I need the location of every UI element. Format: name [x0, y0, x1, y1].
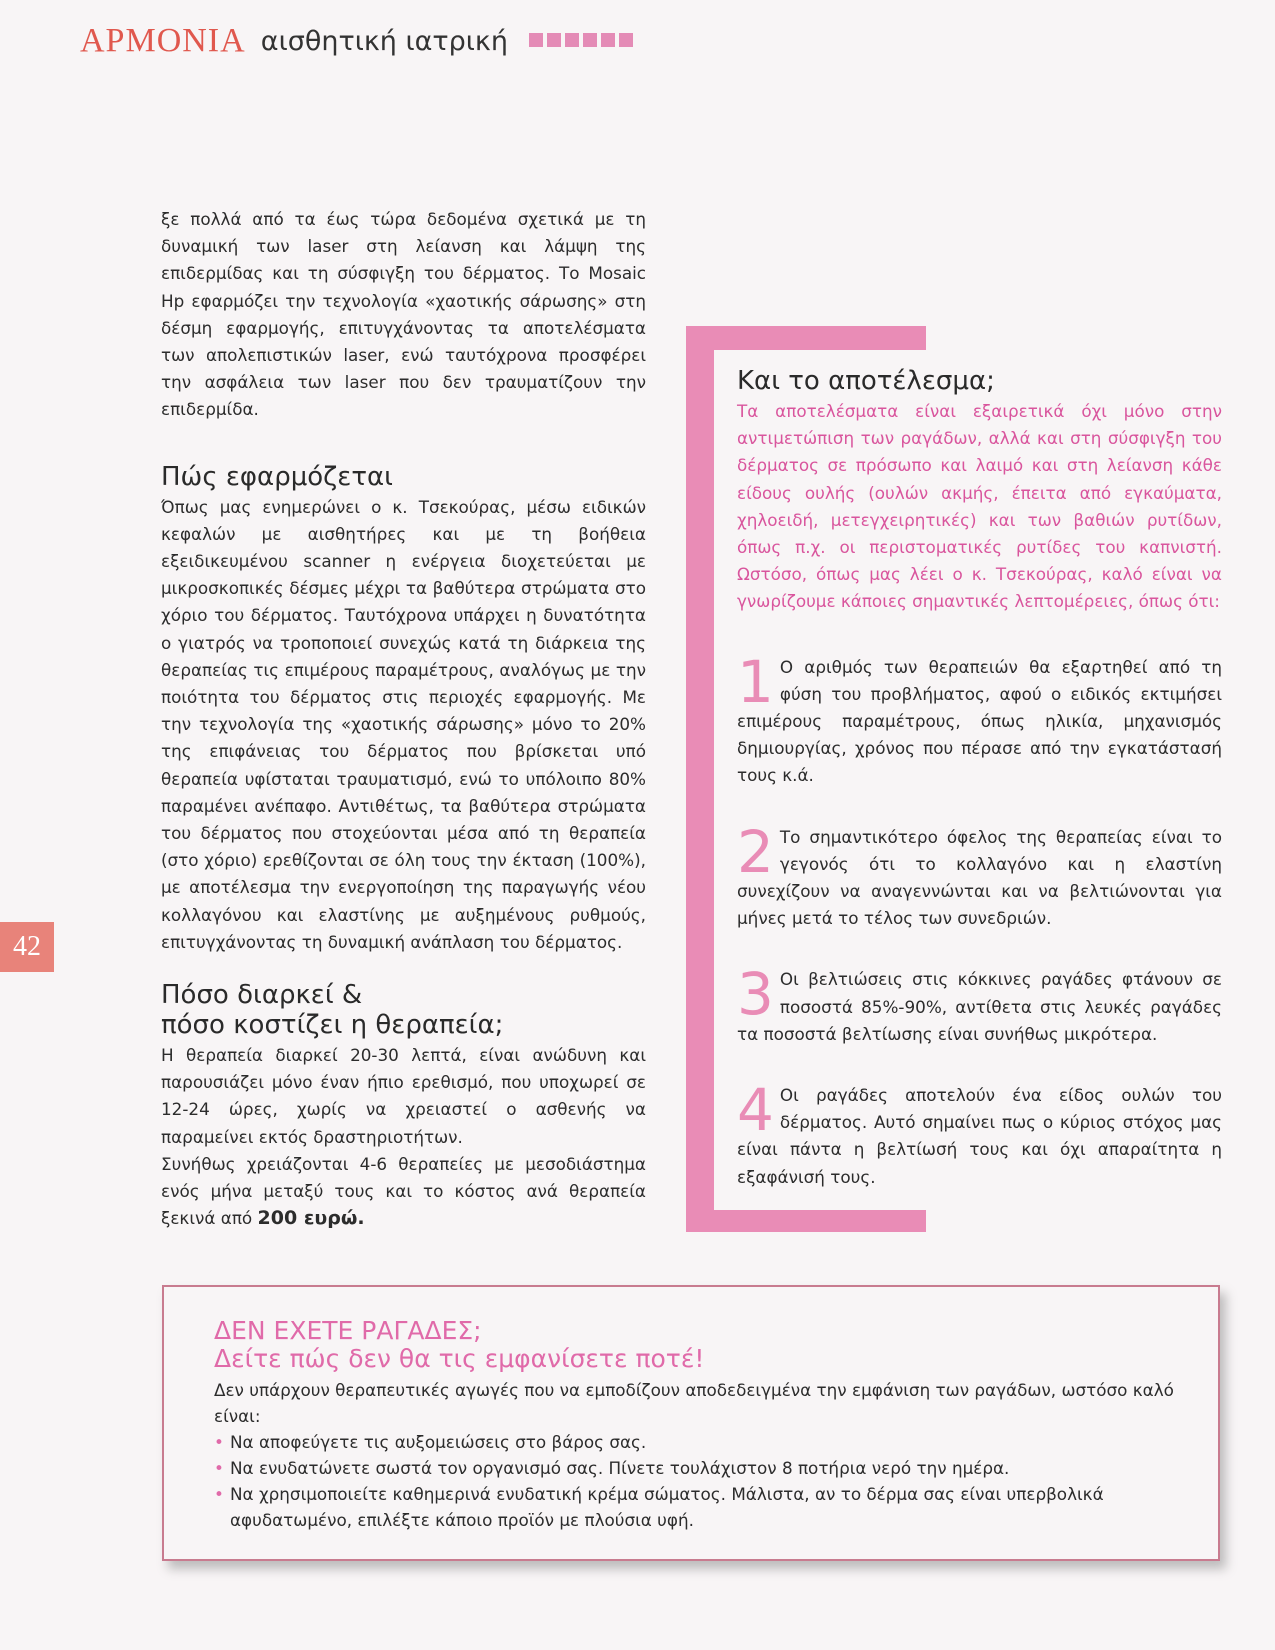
how-paragraph: Όπως μας ενημερώνει ο κ. Τσεκούρας, μέσω ειδικών κεφαλών με αισθητήρες και με τη βοήθεια εξειδικευμένου scanner η ενέργεια διοχετεύεται με μικροσκοπικές δέσμες μέχρι τα βαθύτερα στρώματα στο χόριο του δέρματος. Ταυτόχρονα υπάρχει η δυνατότητα ο γιατρός να τροποποιεί συνεχώς κατά τη διάρκεια της θεραπείας τις επιμέρους παραμέτρους, αναλόγως με την ποιότητα του δέρματος στις περιοχές εφαρμογής. Με την τεχνολογία της «χαοτικής σάρωσης» μόνο το 20% της επιφάνειας του δέρματος που βρίσκεται υπό θεραπεία υφίσταται τραυματισμό, ενώ το υπόλοιπο 80% παραμένει ανέπαφο. Αντιθέτως, τα βαθύτερα στρώματα του δέρματος που στοχεύονται μέσα από τη θεραπεία (στο χόριο) ερεθίζονται σε όλη τους την έκταση (100%), με αποτέλεσμα την ενεργοποίηση της παραγωγής νέου κολλαγόνου και ελαστίνης με αυξημένους ρυθμούς, επιτυγχάνοντας τη δυναμική ανάπλαση του δέρματος. — [161, 496, 646, 952]
magazine-brand: ΑΡΜΟΝΙΑ — [80, 22, 246, 59]
how-heading: Πώς εφαρμόζεται — [161, 461, 393, 492]
bullet-icon: • — [214, 1458, 224, 1478]
cost-paragraph-2 — [161, 1151, 646, 1233]
item-number: 1 — [737, 647, 774, 716]
item-number: 4 — [737, 1076, 774, 1145]
result-lead: Τα αποτελέσματα είναι εξαιρετικά όχι μόνο στην αντιμετώπιση των ραγάδων, αλλά και στη σύσφιγξη του δέρματος σε πρόσωπο και λαιμό και στη λείανση κάθε είδους ουλής (ουλών ακμής, έπειτα από εγκαύματα, χηλοειδή, μετεγχειρητικές) και των βαθιών ρυτίδων, όπως π.χ. οι περιστοματικές ρυτίδες του καπνιστή. Ωστόσο, όπως μας λέει ο κ. Τσεκούρας, καλό είναι να γνωρίζουμε κάποιες σημαντικές λεπτομέρειες, όπως ότι: — [737, 401, 1222, 612]
bracket-top-bar — [686, 326, 926, 350]
intro-paragraph: ξε πολλά από τα έως τώρα δεδομένα σχετικά με τη δυναμική των laser στη λείανση και λάμψη της επιδερμίδας και τη σύσφιγξη του δέρματος. Το Mosaic Hp εφαρμόζει την τεχνολογία «χαοτικής σάρωσης» στη δέσμη εφαρμογής, επιτυγχάνοντας τα αποτελέσματα των απολεπιστικών laser, ενώ ταυτόχρονα προσφέρει την ασφάλεια των laser που δεν τραυματίζουν την επιδερμίδα. — [161, 209, 646, 420]
bullet-icon: • — [214, 1484, 224, 1504]
square-icon — [565, 33, 579, 47]
bracket-side-bar — [686, 326, 714, 1232]
item-text: Οι βελτιώσεις στις κόκκινες ραγάδες φτάνουν σε ποσοστά 85%-90%, αντίθετα στις λευκές ραγάδες τα ποσοστά βελτίωσης είναι συνήθως μικρότερα. — [737, 969, 1222, 1044]
page-header — [80, 22, 637, 62]
page-number: 42 — [0, 922, 54, 972]
numbered-item — [737, 960, 1222, 1048]
item-text: Το σημαντικότερο όφελος της θεραπείας είναι το γεγονός ότι το κολλαγόνο και η ελαστίνη συνεχίζουν να αναγεννώνται και να βελτιώνονται για μήνες μετά το τέλος των συνεδριών. — [737, 826, 1222, 929]
decorative-squares — [529, 32, 637, 51]
list-item — [214, 1481, 1189, 1533]
price: 200 ευρώ. — [257, 1207, 365, 1230]
list-item — [214, 1429, 1189, 1455]
cost-paragraph-1: Η θεραπεία διαρκεί 20-30 λεπτά, είναι ανώδυνη και παρουσιάζει μόνο έναν ήπιο ερεθισμό, που υποχωρεί σε 12-24 ώρες, χωρίς να χρειαστεί ο ασθενής να παραμείνει εκτός δραστηριοτήτων. — [161, 1045, 646, 1147]
square-icon — [583, 33, 597, 47]
item-number: 2 — [737, 817, 774, 886]
tip-intro: Δεν υπάρχουν θεραπευτικές αγωγές που να εμποδίζουν αποδεδειγμένα την εμφάνιση των ραγάδων, ωστόσο καλό είναι: — [214, 1380, 1174, 1426]
square-icon — [601, 33, 615, 47]
square-icon — [619, 33, 633, 47]
cost-heading-line-1: Πόσο διαρκεί & — [161, 980, 363, 1011]
tip-box — [162, 1285, 1220, 1561]
tip-text: Να ενυδατώνετε σωστά τον οργανισμό σας. Πίνετε τουλάχιστον 8 ποτήρια νερό την ημέρα. — [230, 1458, 1010, 1478]
section-title: αισθητική ιατρική — [260, 25, 508, 57]
square-icon — [529, 33, 543, 47]
numbered-item — [737, 817, 1222, 933]
list-item — [214, 1455, 1189, 1481]
result-heading: Και το αποτέλεσμα; — [737, 366, 995, 396]
bracket-bottom-bar — [686, 1210, 926, 1232]
numbered-item — [737, 647, 1222, 790]
tip-list — [214, 1429, 1189, 1533]
item-number: 3 — [737, 960, 774, 1029]
tip-text: Να χρησιμοποιείτε καθημερινά ενυδατική κρέμα σώματος. Μάλιστα, αν το δέρμα σας είναι υπερβολικά αφυδατωμένο, επιλέξτε κάποιο προϊόν με πλούσια υφή. — [230, 1484, 1104, 1530]
right-column — [737, 366, 1222, 1191]
item-text: Ο αριθμός των θεραπειών θα εξαρτηθεί από τη φύση του προβλήματος, αφού ο ειδικός εκτιμήσει επιμέρους παραμέτρους, όπως ηλικία, μηχανισμός δημιουργίας, χρόνος που πέρασε από την εγκατάστασή τους κ.ά. — [737, 656, 1222, 786]
cost-heading — [161, 980, 646, 1040]
numbered-item — [737, 1076, 1222, 1191]
cost-heading-line-2: πόσο κοστίζει η θεραπεία; — [161, 1010, 504, 1041]
left-column — [161, 206, 646, 1233]
tip-content — [214, 1317, 1189, 1533]
tip-heading-2: Δείτε πώς δεν θα τις εμφανίσετε ποτέ! — [214, 1344, 705, 1373]
square-icon — [547, 33, 561, 47]
tip-heading-1: ΔΕΝ ΕΧΕΤΕ ΡΑΓΑΔΕΣ; — [214, 1316, 482, 1345]
cost-paragraph-2-text: Συνήθως χρειάζονται 4-6 θεραπείες με μεσοδιάστημα ενός μήνα μεταξύ τους και το κόστος ανά θεραπεία ξεκινά από — [161, 1153, 646, 1229]
item-text: Οι ραγάδες αποτελούν ένα είδος ουλών του δέρματος. Αυτό σημαίνει πως ο κύριος στόχος μας είναι πάντα η βελτίωσή τους και όχι απαραίτητα η εξαφάνισή τους. — [737, 1085, 1222, 1187]
tip-text: Να αποφεύγετε τις αυξομειώσεις στο βάρος σας. — [230, 1432, 647, 1452]
bullet-icon: • — [214, 1432, 224, 1452]
